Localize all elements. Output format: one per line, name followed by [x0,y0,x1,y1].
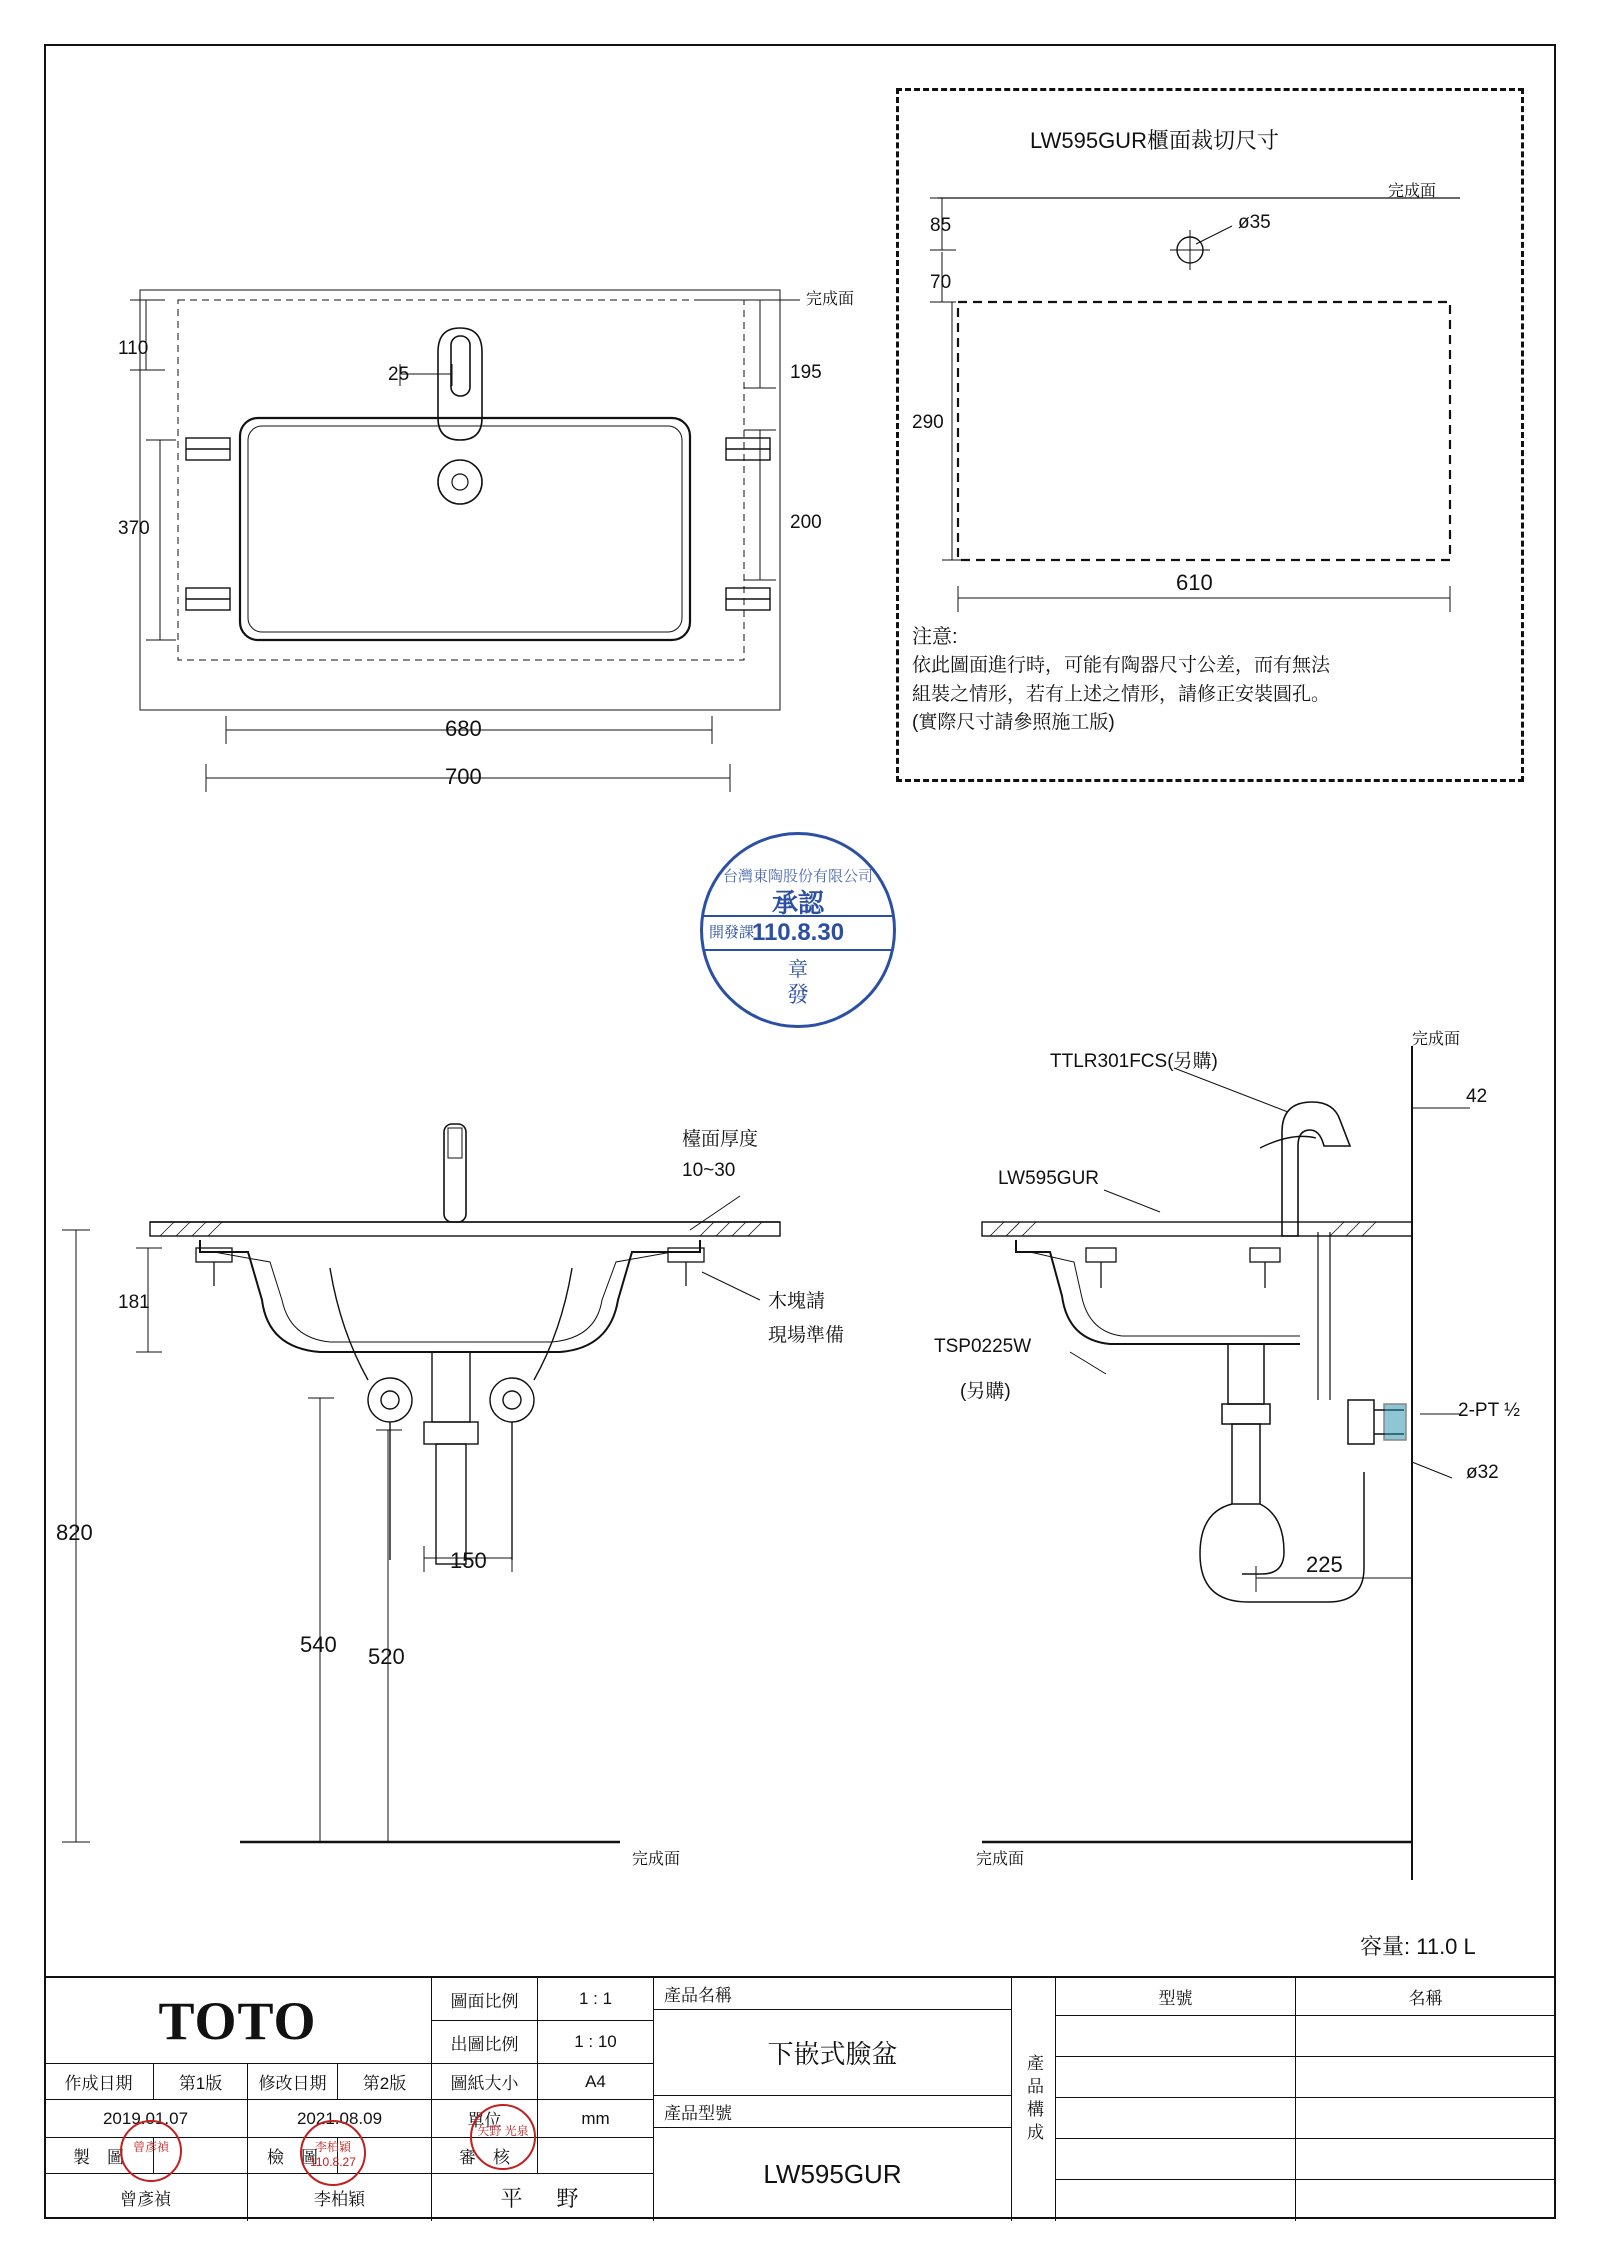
paper-size-label: 圖紙大小 [432,2064,538,2100]
composition-col-model: 型號 [1056,1978,1296,2016]
note-line-2: 組裝之情形，若有上述之情形，請修正安裝圓孔。 [912,683,1331,705]
dim-42: 42 [1466,1086,1488,1107]
scale-value: 1 : 1 [538,1978,654,2021]
trap-model-label: TSP0225W [934,1336,1032,1357]
paper-size-value: A4 [538,2064,654,2100]
dim-700: 700 [445,764,482,789]
drawn-value: 曾彥禎 [44,2174,248,2221]
finished-surface-label-topleft: 完成面 [806,291,855,308]
dim-290: 290 [912,412,944,433]
stamp-drawn-red [120,2120,182,2182]
dim-195: 195 [790,362,822,383]
finished-surface-label-bottomleft: 完成面 [632,1851,681,1868]
stamp-approved-text: 矢野 光泉 [477,2124,529,2138]
stamp-line3: 發 [786,982,809,1007]
composition-row-4-name [1296,2139,1555,2180]
stamp-side: 開發課 [709,924,755,941]
approved-label: 審 核 [432,2138,538,2174]
composition-row-2-model [1056,2057,1296,2098]
dim-680: 680 [445,716,482,741]
scale-label: 圖面比例 [432,1978,538,2021]
title-block [44,1976,1556,2219]
version-1: 第1版 [154,2064,248,2100]
dim-181: 181 [118,1292,150,1313]
pipe-dia-label: ø32 [1466,1462,1499,1483]
product-name-value: 下嵌式臉盆 [654,2010,1012,2096]
basin-model-label: LW595GUR [998,1168,1100,1189]
composition-row-5-name [1296,2180,1555,2221]
composition-row-3-name [1296,2098,1555,2139]
trap-model-sub-label: (另購) [960,1381,1011,1402]
print-scale-value: 1 : 10 [538,2021,654,2064]
composition-row-2-name [1296,2057,1555,2098]
dim-610: 610 [1176,570,1213,595]
composition-row-1-name [1296,2016,1555,2057]
checked-label: 檢 圖 [248,2138,338,2174]
composition-row-5-model [1056,2180,1296,2221]
revise-date-value: 2021.08.09 [248,2100,432,2138]
checked-value: 李柏穎 [248,2174,432,2221]
create-date-value: 2019.01.07 [44,2100,248,2138]
dim-200: 200 [790,512,822,533]
stamp-line1: 承認 [771,888,824,918]
print-scale-label: 出圖比例 [432,2021,538,2064]
product-model-label: 產品型號 [654,2096,1012,2128]
finished-surface-label-topright: 完成面 [1388,183,1437,200]
dim-225: 225 [1306,1552,1343,1577]
dim-520: 520 [368,1644,405,1669]
composition-col-name: 名稱 [1296,1978,1555,2016]
finished-surface-label-wall: 完成面 [1412,1031,1461,1048]
dim-25: 25 [388,364,410,385]
product-name-label: 產品名稱 [654,1978,1012,2010]
dim-85: 85 [930,215,952,236]
approved-stamp-cell [538,2138,654,2174]
stamp-checked-text: 李柏穎 110.8.27 [310,2140,356,2169]
create-date-label: 作成日期 [44,2064,154,2100]
drawn-label: 製 圖 [44,2138,154,2174]
cut-dimension-title: LW595GUR櫃面裁切尺寸 [1030,128,1279,153]
revise-date-label: 修改日期 [248,2064,338,2100]
stamp-line2: 章 [788,959,808,981]
capacity-label: 容量: 11.0 L [1360,1934,1476,1959]
stamp-company: 台灣東陶股份有限公司 [722,868,873,885]
composition-label: 產品構成 [1012,1978,1056,2221]
unit-value: mm [538,2100,654,2138]
approved-value: 平 野 [432,2174,654,2221]
unit-label: 單位 [432,2100,538,2138]
dim-70: 70 [930,272,952,293]
finished-surface-label-bottomright: 完成面 [976,1851,1025,1868]
counter-thickness-label: 檯面厚度 [682,1129,759,1150]
dim-820: 820 [56,1520,93,1545]
dim-110: 110 [118,338,149,359]
composition-row-1-model [1056,2016,1296,2057]
note-line-3: (實際尺寸請參照施工版) [912,712,1115,733]
product-model-value: LW595GUR [654,2128,1012,2221]
pipe-thread-label: 2-PT ½ [1458,1400,1520,1421]
stamp-date: 110.8.30 [703,915,893,951]
brand-logo: TOTO [158,1990,317,2051]
dim-370: 370 [118,518,150,539]
faucet-model-label: TTLR301FCS(另購) [1050,1051,1218,1072]
composition-row-3-model [1056,2098,1296,2139]
dim-540: 540 [300,1632,337,1657]
version-2: 第2版 [338,2064,432,2100]
note-heading: 注意: [912,626,958,648]
stamp-approved-red [470,2104,536,2170]
stamp-checked-red [300,2120,366,2186]
dim-150: 150 [450,1548,487,1573]
composition-row-4-model [1056,2139,1296,2180]
note-line-1: 依此圖面進行時，可能有陶器尺寸公差，而有無法 [912,655,1331,676]
counter-thickness-value: 10~30 [682,1160,736,1181]
wood-block-note-1: 木塊請 [768,1291,826,1312]
wood-block-note-2: 現場準備 [768,1325,845,1346]
stamp-drawn-text: 曾彥禎 [132,2140,169,2154]
hole-dia-35: ø35 [1238,212,1271,233]
